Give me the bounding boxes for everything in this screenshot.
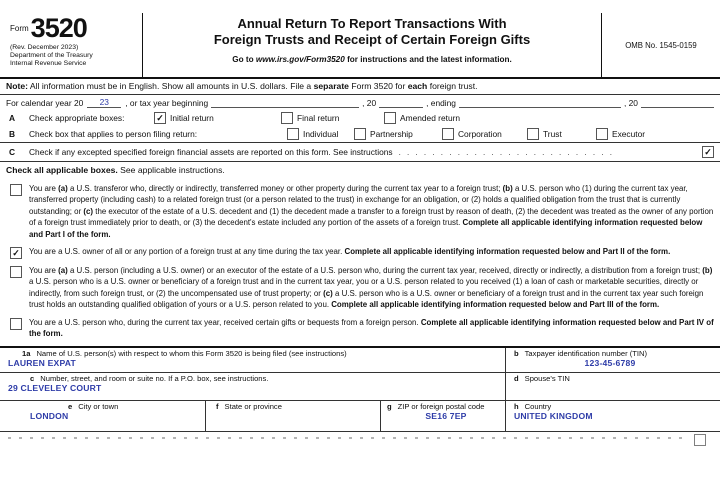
form-title-line2: Foreign Trusts and Receipt of Certain Foreign Gifts xyxy=(213,32,531,47)
line-a xyxy=(0,109,720,125)
field-city-num: e xyxy=(68,402,73,412)
field-city xyxy=(0,401,205,431)
distribution-text: You are (a) a U.S. person (including a U.S. owner) or an executor of the estate of a U.S. person who, during the current tax year, received, directly or indirectly, a distribution from a foreign trust; (b) a U.S. person who is a U.S. owner or beneficiary of a foreign trust and in the current tax year, you or a U.S. person related to you received (1) a loan of cash or marketable securities, directly or indirectly, from such foreign trust, or (2) the uncompensated use of trust property; or (c) a U.S. person who is a U.S. owner or beneficiary of a foreign trust and in the current tax year such foreign trust holds an outstanding qualified obligation of yours or a U.S. person related to you. Complete all applicable identifying information requested below and Part III of the form. xyxy=(29,266,713,310)
excepted-assets-checkbox[interactable]: ✓ xyxy=(702,146,714,158)
check-all-instruction: Check all applicable boxes. See applicable instructions. xyxy=(6,165,225,175)
identification-section xyxy=(0,346,720,432)
field-city-label: e City or town xyxy=(68,402,119,412)
field-name-label: 1a Name of U.S. person(s) with respect to whom this Form 3520 is being filed (see instructions) xyxy=(22,349,347,359)
row-street-spouse xyxy=(0,373,720,401)
option-corporation[interactable] xyxy=(442,128,527,140)
field-country xyxy=(505,401,720,431)
line-c xyxy=(0,143,720,162)
option-executor[interactable] xyxy=(596,128,645,140)
field-state-label: f State or province xyxy=(216,402,282,412)
us-owner-checkbox[interactable]: ✓ xyxy=(10,247,22,259)
treasury-dept: Department of the Treasury xyxy=(10,52,93,59)
field-zip-label: g ZIP or foreign postal code xyxy=(387,402,485,412)
ending-year-input[interactable] xyxy=(641,97,714,108)
corporation-label: Corporation xyxy=(458,128,502,139)
field-name xyxy=(0,348,505,372)
paragraph-us-owner xyxy=(0,246,720,259)
title-block xyxy=(143,13,601,77)
partnership-label: Partnership xyxy=(370,128,413,139)
field-street-input[interactable]: 29 CLEVELEY COURT xyxy=(8,383,102,394)
comma20-first: , 20 xyxy=(362,98,377,108)
field-country-label: h Country xyxy=(514,402,552,412)
field-name-input[interactable]: LAUREN EXPAT xyxy=(8,358,76,369)
cutoff-row-texture xyxy=(8,437,686,439)
field-zip-input[interactable]: SE16 7EP xyxy=(425,411,467,422)
line-a-label: Check appropriate boxes: xyxy=(29,112,125,123)
field-spouse-tin-num: d xyxy=(514,374,519,384)
note-line: Note: All information must be in English. Show all amounts in U.S. dollars. File a separate Form 3520 for each foreign trust. xyxy=(0,79,720,95)
option-amended-return[interactable] xyxy=(384,112,460,124)
field-name-num: 1a xyxy=(22,349,31,359)
field-country-num: h xyxy=(514,402,519,412)
form-number-block xyxy=(0,13,143,77)
row-city-state-zip-country xyxy=(0,401,720,432)
field-tin-label: b Taxpayer identification number (TIN) xyxy=(514,349,648,359)
goto-instructions-link[interactable]: Go to www.irs.gov/Form3520 for instructions and the latest information. xyxy=(232,55,512,64)
field-state xyxy=(205,401,380,431)
form-header xyxy=(0,13,720,79)
paragraph-transferor xyxy=(0,183,720,240)
field-state-num: f xyxy=(216,402,219,412)
line-b-label: Check box that applies to person filing return: xyxy=(29,128,198,139)
final-return-label: Final return xyxy=(297,112,340,123)
line-b xyxy=(0,125,720,143)
initial-return-checkbox[interactable]: ✓ xyxy=(154,112,166,124)
line-c-label: Check if any excepted specified foreign financial assets are reported on this form. See instructions xyxy=(29,147,393,157)
transferor-text: You are (a) a U.S. transferor who, directly or indirectly, transferred money or other property during the current tax year to a foreign trust; (b) a U.S. person who (1) during the current tax year, transferred property (including cash) to a related foreign trust (or a person related to the trust) in exchange for an obligation, or (2) holds a qualified obligation from the trust that is currently outstanding; or (c) the executor of the estate of a U.S. decedent and (1) the decedent made a transfer to a foreign trust by reason of death, (2) the decedent was treated as the owner of any portion of a foreign trust immediately prior to death, or (3) the decedent's estate included any portion of the assets of a foreign trust. Complete all applicable identifying information requested below and Part I of the form. xyxy=(29,184,714,239)
amended-return-checkbox[interactable] xyxy=(384,112,396,124)
gifts-checkbox[interactable] xyxy=(10,318,22,330)
form-number: 3520 xyxy=(30,13,87,43)
row-name-tin xyxy=(0,348,720,373)
irs-agency: Internal Revenue Service xyxy=(10,60,87,67)
amended-return-label: Amended return xyxy=(400,112,461,123)
form-revision: (Rev. December 2023) xyxy=(10,44,79,51)
transferor-checkbox[interactable] xyxy=(10,184,22,196)
cutoff-next-row xyxy=(0,432,720,444)
field-zip-num: g xyxy=(387,402,392,412)
field-spouse-tin-label: d Spouse's TIN xyxy=(514,374,570,384)
ending-label: , ending xyxy=(426,98,456,108)
us-owner-text: You are a U.S. owner of all or any portion of a foreign trust at any time during the tax year. Complete all applicable identifying information requested below and Part II of the form. xyxy=(29,247,671,257)
option-individual[interactable] xyxy=(287,128,354,140)
tax-year-beginning-label: , or tax year beginning xyxy=(125,98,209,108)
final-return-checkbox[interactable] xyxy=(281,112,293,124)
form-title-line1: Annual Return To Report Transactions With xyxy=(237,16,507,31)
calendar-year-line xyxy=(0,95,720,109)
tax-year-ending-input[interactable] xyxy=(459,97,621,108)
executor-label: Executor xyxy=(612,128,646,139)
field-street-label: c Number, street, and room or suite no. If a P.O. box, see instructions. xyxy=(30,374,269,384)
tax-year-beginning-input[interactable] xyxy=(211,97,359,108)
comma20-second: , 20 xyxy=(623,98,638,108)
field-tin xyxy=(505,348,720,372)
initial-return-label: Initial return xyxy=(170,112,214,123)
partnership-checkbox[interactable] xyxy=(354,128,366,140)
paragraph-gifts xyxy=(0,317,720,340)
executor-checkbox[interactable] xyxy=(596,128,608,140)
field-zip xyxy=(380,401,505,431)
line-b-letter: B xyxy=(9,128,16,139)
option-trust[interactable] xyxy=(527,128,596,140)
form-word: Form xyxy=(10,24,29,33)
omb-number: OMB No. 1545-0159 xyxy=(601,13,720,77)
distribution-checkbox[interactable] xyxy=(10,266,22,278)
cutoff-row-checkbox[interactable] xyxy=(694,434,706,446)
gifts-text: You are a U.S. person who, during the current tax year, received certain gifts or bequests from a foreign person. Complete all applicable identifying information requested below and Part IV of the form. xyxy=(29,317,714,339)
trust-label: Trust xyxy=(543,128,562,139)
field-city-input[interactable]: LONDON xyxy=(30,411,69,422)
field-street xyxy=(0,373,505,400)
field-street-num: c xyxy=(30,374,35,384)
individual-label: Individual xyxy=(303,128,339,139)
field-country-input[interactable]: UNITED KINGDOM xyxy=(514,411,593,422)
beginning-year-input[interactable] xyxy=(379,97,423,108)
line-c-letter: C xyxy=(9,147,16,157)
option-partnership[interactable] xyxy=(354,128,442,140)
field-tin-input[interactable]: 123-45-6789 xyxy=(584,358,636,369)
field-tin-num: b xyxy=(514,349,519,359)
form-title xyxy=(143,16,601,48)
field-spouse-tin xyxy=(505,373,720,400)
option-final-return[interactable] xyxy=(281,112,384,124)
individual-checkbox[interactable] xyxy=(287,128,299,140)
option-initial-return[interactable] xyxy=(154,112,281,124)
dotted-leader: . . . . . . . . . . . . . . . . . . . . . . . . . . xyxy=(398,147,614,157)
paragraph-distribution xyxy=(0,265,720,311)
corporation-checkbox[interactable] xyxy=(442,128,454,140)
trust-checkbox[interactable] xyxy=(527,128,539,140)
calendar-prefix: For calendar year 20 xyxy=(6,98,84,108)
line-a-letter: A xyxy=(9,112,16,123)
calendar-year-input[interactable]: 23 xyxy=(87,97,121,108)
